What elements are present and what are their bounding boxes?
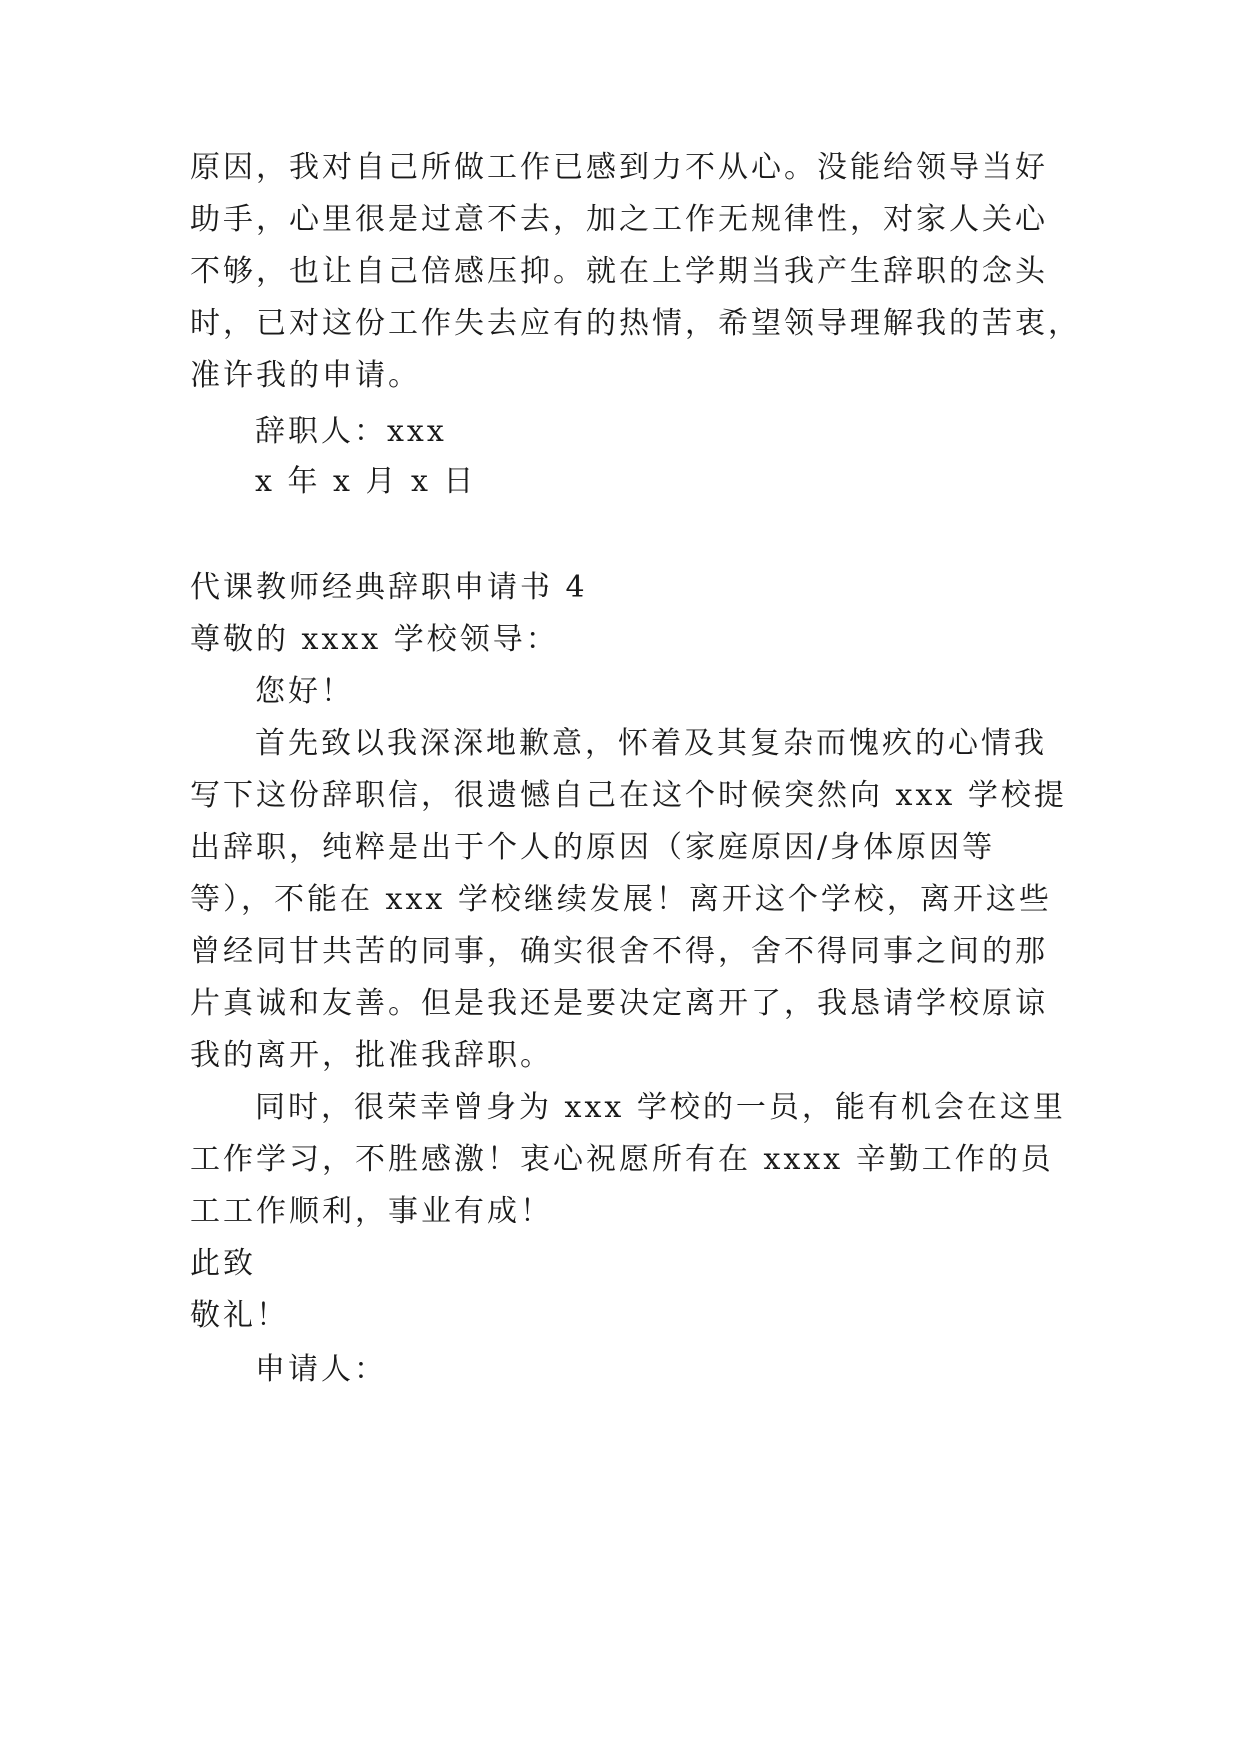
- body-line: 同时，很荣幸曾身为 xxx 学校的一员，能有机会在这里: [255, 1090, 1066, 1125]
- body-line: 出辞职，纯粹是出于个人的原因（家庭原因/身体原因等: [190, 830, 996, 865]
- body-line: 写下这份辞职信，很遗憾自己在这个时候突然向 xxx 学校提: [190, 778, 1067, 813]
- body-line: 曾经同甘共苦的同事，确实很舍不得，舍不得同事之间的那: [190, 934, 1048, 969]
- body-line: 等），不能在 xxx 学校继续发展！离开这个学校，离开这些: [190, 882, 1052, 917]
- date-line: x 年 x 月 x 日: [255, 464, 477, 499]
- letter-title: 代课教师经典辞职申请书 4: [190, 570, 588, 605]
- body-line: 片真诚和友善。但是我还是要决定离开了，我恳请学校原谅: [190, 986, 1048, 1021]
- body-line: 助手，心里很是过意不去，加之工作无规律性，对家人关心: [190, 202, 1048, 237]
- closing-line: 敬礼！: [190, 1298, 289, 1333]
- body-line: 工工作顺利，事业有成！: [190, 1194, 553, 1229]
- body-line: 首先致以我深深地歉意，怀着及其复杂而愧疚的心情我: [255, 726, 1047, 761]
- body-line: 时，已对这份工作失去应有的热情，希望领导理解我的苦衷，: [190, 306, 1081, 341]
- greeting: 您好！: [255, 674, 354, 709]
- body-line: 我的离开，批准我辞职。: [190, 1038, 553, 1073]
- applicant-line: 申请人：: [255, 1352, 387, 1387]
- body-line: 准许我的申请。: [190, 358, 421, 393]
- closing-line: 此致: [190, 1246, 256, 1281]
- body-line: 工作学习，不胜感激！衷心祝愿所有在 xxxx 辛勤工作的员: [190, 1142, 1054, 1177]
- salutation: 尊敬的 xxxx 学校领导：: [190, 622, 559, 657]
- signer-line: 辞职人：xxx: [255, 414, 447, 449]
- body-line: 原因，我对自己所做工作已感到力不从心。没能给领导当好: [190, 150, 1048, 185]
- body-line: 不够，也让自己倍感压抑。就在上学期当我产生辞职的念头: [190, 254, 1048, 289]
